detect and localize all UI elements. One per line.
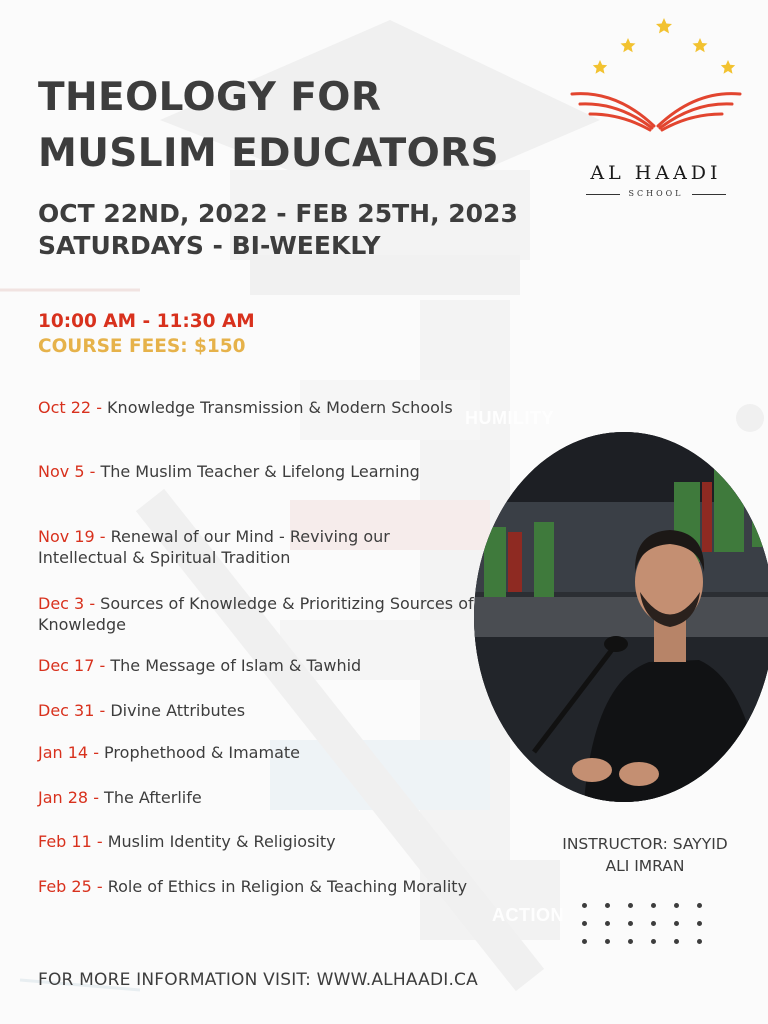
session-item bbox=[38, 397, 478, 418]
date-range: OCT 22ND, 2022 - FEB 25TH, 2023 bbox=[38, 199, 518, 228]
session-topic: The Message of Islam & Tawhid bbox=[105, 656, 362, 675]
session-date: Nov 5 - bbox=[38, 462, 96, 481]
decorative-dot-grid bbox=[582, 903, 712, 948]
session-topic: Prophethood & Imamate bbox=[98, 743, 300, 762]
course-fees: COURSE FEES: $150 bbox=[38, 336, 246, 357]
instructor-name bbox=[540, 833, 750, 877]
session-item bbox=[38, 831, 478, 852]
session-topic: The Muslim Teacher & Lifelong Learning bbox=[95, 462, 420, 481]
more-info-footer: FOR MORE INFORMATION VISIT: WWW.ALHAADI.CA bbox=[38, 970, 478, 990]
session-item bbox=[38, 655, 478, 676]
session-topic: The Afterlife bbox=[98, 788, 202, 807]
session-date: Feb 11 - bbox=[38, 832, 103, 851]
logo-name: AL HAADI bbox=[590, 162, 722, 184]
session-date: Oct 22 - bbox=[38, 398, 102, 417]
session-item bbox=[38, 787, 478, 808]
session-date: Feb 25 - bbox=[38, 877, 103, 896]
background-word-action: ACTION bbox=[492, 905, 564, 925]
session-item bbox=[38, 593, 478, 635]
session-time: 10:00 AM - 11:30 AM bbox=[38, 311, 255, 332]
session-topic: Sources of Knowledge & Prioritizing Sources of Knowledge bbox=[38, 594, 474, 634]
session-topic: Divine Attributes bbox=[105, 701, 246, 720]
al-haadi-logo bbox=[566, 14, 746, 198]
instructor-line2: ALI IMRAN bbox=[605, 857, 685, 875]
logo-subtitle: SCHOOL bbox=[628, 189, 684, 198]
session-item bbox=[38, 461, 478, 482]
session-date: Nov 19 - bbox=[38, 527, 106, 546]
session-item bbox=[38, 526, 478, 568]
course-dates bbox=[38, 198, 518, 262]
session-topic: Knowledge Transmission & Modern Schools bbox=[101, 398, 453, 417]
session-item bbox=[38, 700, 478, 721]
course-title-line1: THEOLOGY FOR bbox=[38, 75, 382, 120]
instructor-photo-illustration bbox=[474, 432, 768, 802]
course-title bbox=[38, 70, 499, 182]
session-date: Dec 17 - bbox=[38, 656, 106, 675]
instructor-photo bbox=[474, 432, 768, 802]
session-date: Dec 3 - bbox=[38, 594, 96, 613]
background-word-humility: HUMILITY bbox=[465, 408, 554, 428]
frequency: SATURDAYS - BI-WEEKLY bbox=[38, 231, 381, 260]
instructor-line1: INSTRUCTOR: SAYYID bbox=[562, 835, 728, 853]
session-item bbox=[38, 876, 478, 897]
course-title-line2: MUSLIM EDUCATORS bbox=[38, 131, 500, 176]
session-item bbox=[38, 742, 478, 763]
session-date: Jan 28 - bbox=[38, 788, 99, 807]
session-topic: Role of Ethics in Religion & Teaching Morality bbox=[102, 877, 468, 896]
logo-emblem-icon bbox=[566, 14, 746, 159]
session-date: Dec 31 - bbox=[38, 701, 106, 720]
session-date: Jan 14 - bbox=[38, 743, 99, 762]
logo-divider-right bbox=[692, 194, 726, 195]
session-topic: Muslim Identity & Religiosity bbox=[102, 832, 336, 851]
session-topic: Renewal of our Mind - Reviving our Intellectual & Spiritual Tradition bbox=[38, 527, 390, 567]
